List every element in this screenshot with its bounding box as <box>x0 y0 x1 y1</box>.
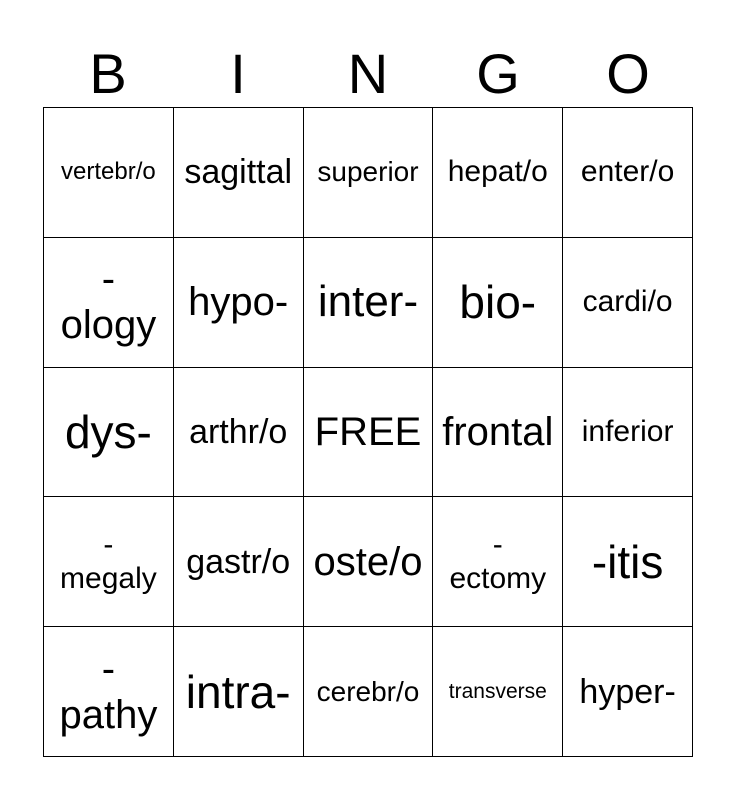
cell-text: inter- <box>317 277 419 327</box>
cell-text: inferior <box>581 414 674 448</box>
bingo-cell[interactable] <box>304 627 434 757</box>
cell-text: enter/o <box>580 155 675 189</box>
bingo-cell[interactable] <box>433 238 563 368</box>
cell-text: cerebr/o <box>316 675 420 707</box>
bingo-cell[interactable] <box>563 497 693 627</box>
bingo-cell[interactable] <box>433 497 563 627</box>
cell-text: gastr/o <box>186 542 291 581</box>
bingo-header <box>43 40 693 108</box>
cell-text: oste/o <box>313 539 423 584</box>
cell-text: - ectomy <box>449 527 547 595</box>
bingo-cell[interactable] <box>174 238 304 368</box>
header-letter-b: B <box>89 42 127 105</box>
bingo-cell[interactable] <box>44 368 174 498</box>
cell-text: - pathy <box>59 646 158 737</box>
bingo-cell[interactable] <box>44 627 174 757</box>
cell-text: hyper- <box>579 672 676 711</box>
bingo-cell[interactable] <box>304 238 434 368</box>
header-letter-i: I <box>230 42 246 105</box>
cell-text: intra- <box>185 665 291 718</box>
bingo-cell[interactable] <box>433 368 563 498</box>
cell-text: - ology <box>60 257 157 348</box>
free-space-cell[interactable] <box>304 368 434 498</box>
bingo-cell[interactable] <box>433 108 563 238</box>
bingo-cell[interactable] <box>44 497 174 627</box>
cell-text: sagittal <box>184 153 293 192</box>
cell-text: dys- <box>64 405 152 458</box>
cell-text: -itis <box>591 535 664 588</box>
header-letter-n: N <box>347 42 389 105</box>
cell-text: cardi/o <box>582 285 673 319</box>
header-letter-o: O <box>606 42 650 105</box>
cell-text: transverse <box>448 679 547 703</box>
bingo-cell[interactable] <box>563 108 693 238</box>
bingo-cell[interactable] <box>174 627 304 757</box>
bingo-card-grid <box>43 107 693 757</box>
cell-text: vertebr/o <box>61 158 156 186</box>
bingo-cell[interactable] <box>174 497 304 627</box>
bingo-cell[interactable] <box>174 108 304 238</box>
header-letter-g: G <box>476 42 520 105</box>
cell-text: hepat/o <box>447 155 548 189</box>
bingo-cell[interactable] <box>304 497 434 627</box>
bingo-cell[interactable] <box>563 627 693 757</box>
bingo-cell[interactable] <box>44 238 174 368</box>
cell-text: FREE <box>314 409 422 454</box>
cell-text: hypo- <box>188 280 289 325</box>
bingo-cell[interactable] <box>304 108 434 238</box>
cell-text: bio- <box>459 276 537 329</box>
bingo-cell[interactable] <box>44 108 174 238</box>
cell-text: - megaly <box>60 527 157 595</box>
cell-text: arthr/o <box>189 412 288 451</box>
bingo-cell[interactable] <box>563 238 693 368</box>
cell-text: superior <box>317 156 419 188</box>
bingo-cell[interactable] <box>174 368 304 498</box>
bingo-cell[interactable] <box>433 627 563 757</box>
cell-text: frontal <box>442 409 554 454</box>
bingo-cell[interactable] <box>563 368 693 498</box>
